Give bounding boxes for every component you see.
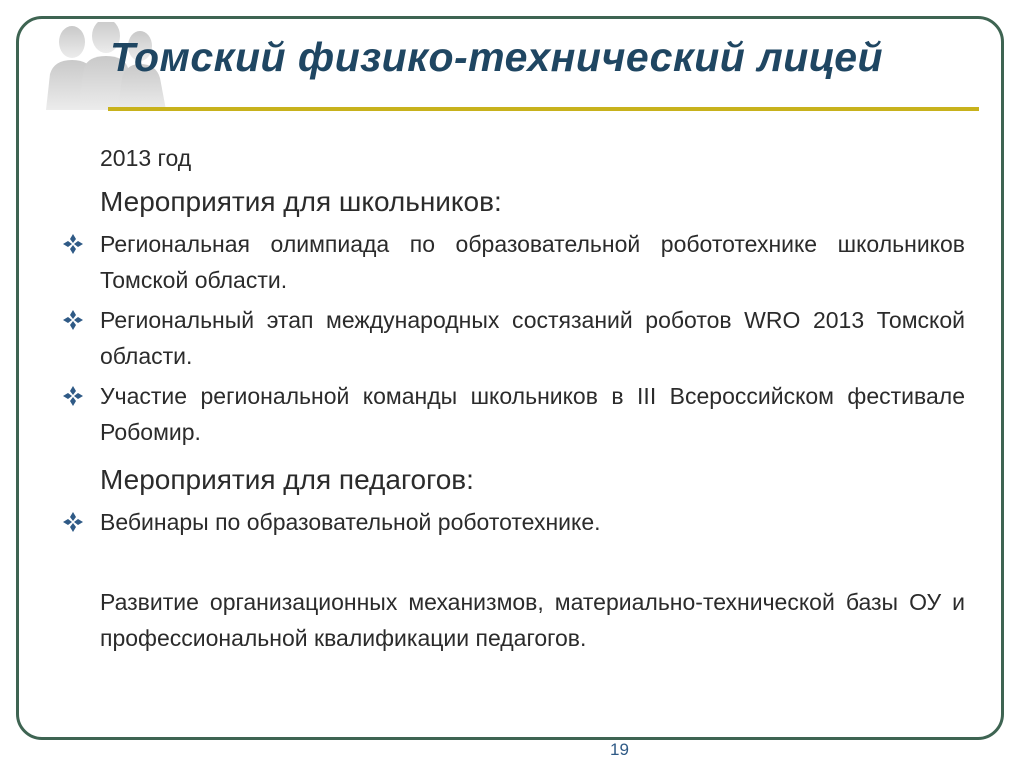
list-item xyxy=(60,302,965,374)
summary-text: Развитие организационных механизмов, материально-технической базы ОУ и профессиональной квалификации педагогов. xyxy=(100,589,965,651)
teachers-heading: Мероприятия для педагогов: xyxy=(100,464,474,495)
list-item-text: Региональный этап международных состязаний роботов WRO 2013 Томской области. xyxy=(100,307,965,369)
list-item-text: Вебинары по образовательной робототехнике. xyxy=(100,509,601,535)
diamond-petals-icon xyxy=(62,309,84,331)
diamond-petals-icon xyxy=(62,511,84,533)
slide-title: Томский физико-технический лицей xyxy=(110,34,884,80)
list-item xyxy=(60,378,965,450)
list-item xyxy=(60,504,965,540)
students-heading: Мероприятия для школьников: xyxy=(100,186,502,217)
slide-body xyxy=(60,140,965,656)
page-number: 19 xyxy=(610,740,629,759)
list-item-text: Региональная олимпиада по образовательной робототехнике школьников Томской области. xyxy=(100,231,965,293)
diamond-petals-icon xyxy=(62,385,84,407)
title-underline xyxy=(108,107,979,111)
list-item-text: Участие региональной команды школьников в III Всероссийском фестивале Робомир. xyxy=(100,383,965,445)
diamond-petals-icon xyxy=(62,233,84,255)
list-item xyxy=(60,226,965,298)
year-label: 2013 год xyxy=(100,145,192,171)
